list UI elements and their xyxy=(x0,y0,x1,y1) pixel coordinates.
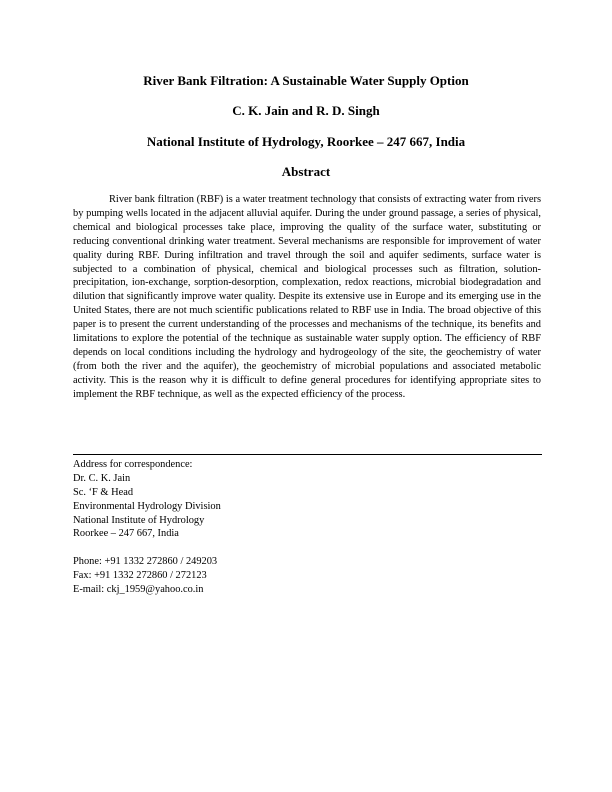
author-names: C. K. Jain and R. D. Singh xyxy=(232,103,380,118)
contact-spacer xyxy=(73,541,373,555)
correspondence-label: Address for correspondence: xyxy=(73,459,193,470)
footnote-divider xyxy=(73,454,542,455)
correspondent-division: Environmental Hydrology Division xyxy=(73,500,221,512)
author-affiliation: National Institute of Hydrology, Roorkee – 247 667, India xyxy=(146,134,466,149)
correspondence-block xyxy=(73,458,373,597)
abstract-paragraph: River bank filtration (RBF) is a water treatment technology that consists of extracting water from rivers by pumping wells located in the adjacent alluvial aquifer. During the under ground passage, a series of physical, chemical and biological processes take place, improving the quality of the surface water, substituting or reducing conventional drinking water treatment. Several mechanisms are responsible for improvement of water quality during RBF. During infiltration and travel through the soil and aquifer sediments, surface water is subjected to a combination of physical, chemical and biological processes such as filtration, solution-precipitation, ion-exchange, sorption-desorption, complexation, redox reactions, microbial biodegradation and dilution that significantly improve water quality. Despite its extensive use in Europe and its emerging use in the United States, there are not much scientific publications related to RBF use in India. The broad objective of this paper is to present the current understanding of the processes and mechanisms of the technique, its benefits and limitations to explore the potential of the technique as sustainable water supply option. The efficiency of RBF depends on local conditions including the hydrology and hydrogeology of the site, the geochemistry of water (from both the river and the aquifer), the geochemistry of microbial populations and associated metabolic activity. This is the reason why it is difficult to define general procedures for identifying appropriate sites to implement the RBF technique, as well as the expected efficiency of the process. xyxy=(73,194,541,400)
correspondent-email: E-mail: ckj_1959@yahoo.co.in xyxy=(73,584,204,596)
correspondent-city: Roorkee – 247 667, India xyxy=(73,528,179,540)
correspondent-designation: Sc. ‘F & Head xyxy=(73,486,134,498)
paper-title: River Bank Filtration: A Sustainable Water Supply Option xyxy=(143,73,469,88)
abstract-heading: Abstract xyxy=(281,164,331,179)
correspondent-phone: Phone: +91 1332 272860 / 249203 xyxy=(73,556,218,568)
correspondent-fax: Fax: +91 1332 272860 / 272123 xyxy=(73,570,207,582)
correspondent-name: Dr. C. K. Jain xyxy=(73,472,131,484)
correspondent-institute: National Institute of Hydrology xyxy=(73,514,205,526)
